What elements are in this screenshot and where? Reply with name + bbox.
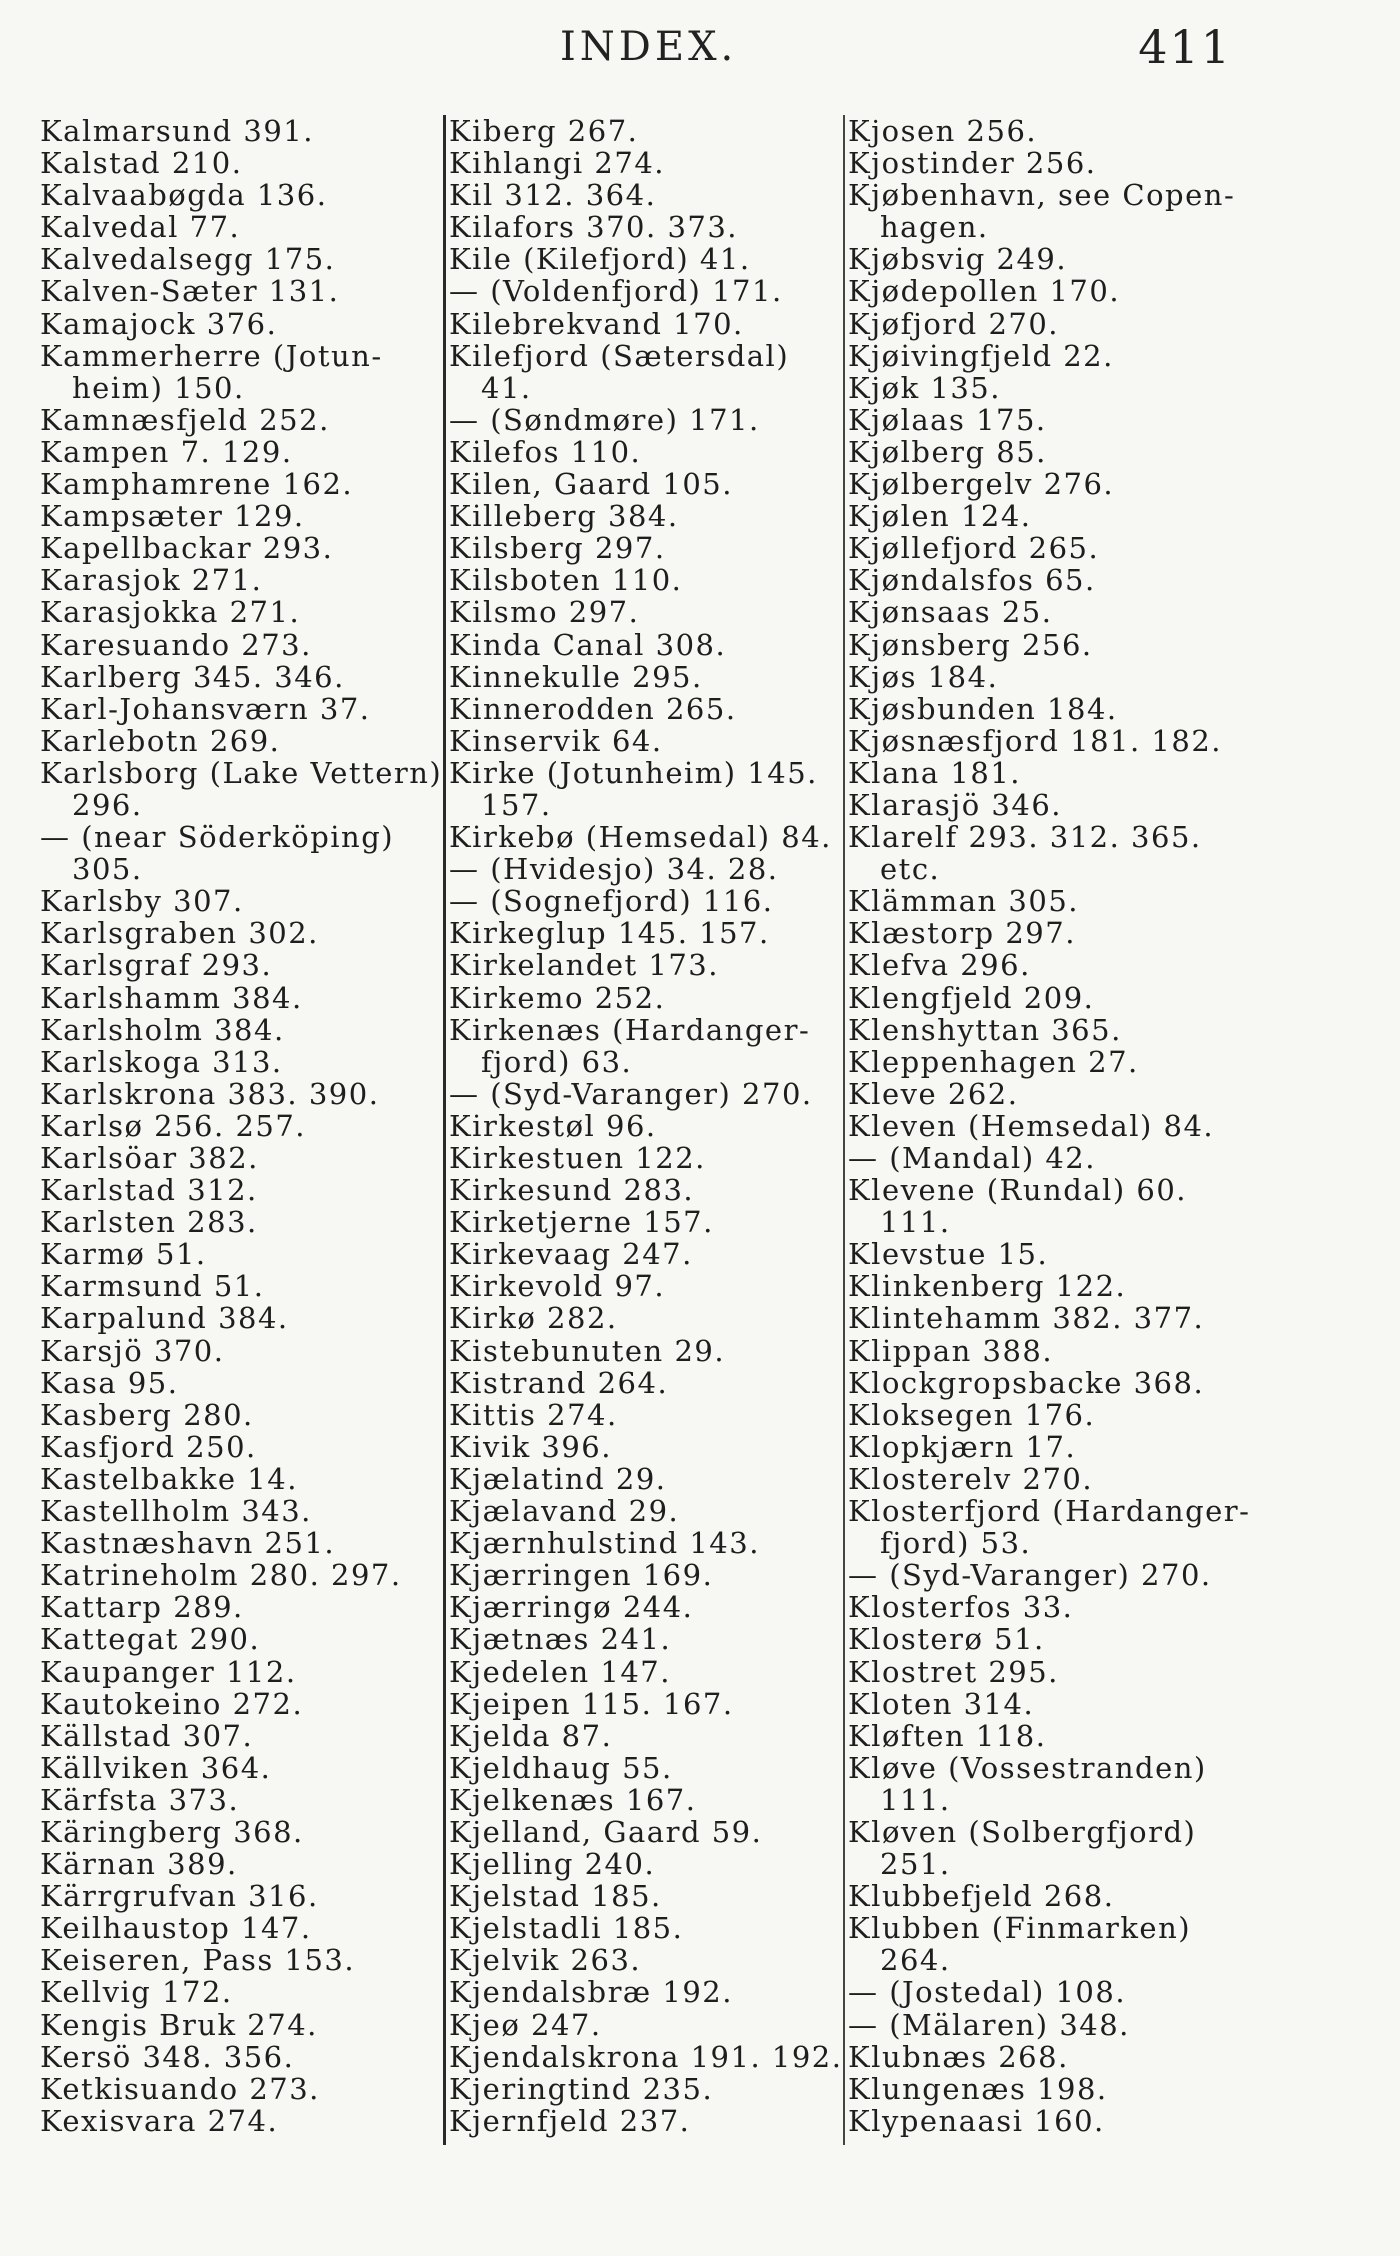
index-entry: Karlstad 312. bbox=[40, 1173, 258, 1208]
index-entry: — (Syd-Varanger) 270. bbox=[449, 1076, 813, 1111]
index-entry: Klungenæs 198. bbox=[848, 2071, 1108, 2106]
index-entry: Killeberg 384. bbox=[449, 499, 679, 534]
index-entry: Klengfjeld 209. bbox=[848, 980, 1095, 1015]
index-entry: Klosterfjord (Hardanger- bbox=[848, 1494, 1251, 1529]
index-entry: Kjærringø 244. bbox=[449, 1590, 694, 1625]
index-entry: Kilefjord (Sætersdal) bbox=[449, 338, 790, 373]
index-entry: Kjærringen 169. bbox=[449, 1558, 714, 1593]
index-entry: Karlskoga 313. bbox=[40, 1044, 283, 1079]
index-entry: — (Mandal) 42. bbox=[848, 1141, 1096, 1175]
index-entry: Klintehamm 382. 377. bbox=[848, 1301, 1205, 1336]
index-entry: Kexisvara 274. bbox=[40, 2103, 279, 2138]
index-entry: Kalven-Sæter 131. bbox=[40, 274, 340, 309]
index-entry-continuation: hagen. bbox=[880, 210, 989, 245]
index-entry: Karlsborg (Lake Vettern) bbox=[40, 755, 443, 790]
index-entry: Klubnæs 268. bbox=[848, 2039, 1069, 2074]
index-entry: Karmsund 51. bbox=[40, 1269, 265, 1304]
index-entry: Kastelbakke 14. bbox=[40, 1461, 298, 1496]
index-entry: Kjøndalsfos 65. bbox=[848, 563, 1096, 598]
index-entry: Karsjö 370. bbox=[40, 1333, 225, 1368]
index-entry: Karlsgraben 302. bbox=[40, 916, 319, 951]
index-entry: Kjostinder 256. bbox=[848, 146, 1097, 181]
index-entry: — (Syd-Varanger) 270. bbox=[848, 1558, 1212, 1593]
index-entry: Kirkeglup 145. 157. bbox=[449, 916, 770, 951]
index-entry: Kjernfjeld 237. bbox=[449, 2103, 691, 2138]
index-entry: Keiseren, Pass 153. bbox=[40, 1943, 356, 1978]
index-entry: Kautokeino 272. bbox=[40, 1686, 304, 1721]
index-entry: Kløven (Solbergfjord) bbox=[848, 1814, 1197, 1849]
index-entry: Karlsholm 384. bbox=[40, 1012, 285, 1047]
index-entry: Kil 312. 364. bbox=[449, 178, 657, 213]
index-entry: Klevstue 15. bbox=[848, 1237, 1049, 1272]
index-column-2 bbox=[443, 115, 847, 2145]
index-entry: Kalvedalsegg 175. bbox=[40, 242, 336, 277]
index-entry: Kärfsta 373. bbox=[40, 1782, 240, 1817]
index-entry: Klevene (Rundal) 60. bbox=[848, 1173, 1187, 1208]
index-entry: Kjødepollen 170. bbox=[848, 274, 1121, 309]
index-entry: Klefva 296. bbox=[848, 948, 1031, 983]
index-entry: Kiberg 267. bbox=[449, 114, 639, 148]
index-entry: — (Søndmøre) 171. bbox=[449, 402, 760, 437]
index-entry: Kjøsbunden 184. bbox=[848, 691, 1118, 726]
index-entry: Kjøivingfjeld 22. bbox=[848, 338, 1114, 373]
index-entry: Karlskrona 383. 390. bbox=[40, 1076, 380, 1111]
index-entry: Kile (Kilefjord) 41. bbox=[449, 242, 751, 277]
index-entry: Kjølbergelv 276. bbox=[848, 467, 1115, 502]
index-entry: Kjøfjord 270. bbox=[848, 306, 1060, 341]
index-entry: Klopkjærn 17. bbox=[848, 1429, 1077, 1464]
index-entry: Kamnæsfjeld 252. bbox=[40, 402, 330, 437]
index-entry: Kjosen 256. bbox=[848, 114, 1038, 148]
index-entry-continuation: fjord) 53. bbox=[880, 1526, 1032, 1561]
index-entry: Klockgropsbacke 368. bbox=[848, 1365, 1205, 1400]
index-entry: Kløften 118. bbox=[848, 1718, 1047, 1753]
index-entry: Klosterelv 270. bbox=[848, 1461, 1094, 1496]
index-entry: Kellvig 172. bbox=[40, 1975, 233, 2010]
index-entry: Klubbefjeld 268. bbox=[848, 1879, 1115, 1914]
index-entry: Kilsberg 297. bbox=[449, 531, 666, 566]
index-entry: Kinnekulle 295. bbox=[449, 659, 703, 694]
index-entry: Kirkesund 283. bbox=[449, 1173, 695, 1208]
index-entry-continuation: 251. bbox=[880, 1847, 951, 1882]
index-entry: Kjøsnæsfjord 181. 182. bbox=[848, 723, 1223, 758]
index-entry: Kjølaas 175. bbox=[848, 402, 1047, 437]
index-entry-continuation: fjord) 63. bbox=[481, 1044, 633, 1079]
index-entry-continuation: 305. bbox=[72, 852, 143, 887]
index-entry: Kengis Bruk 274. bbox=[40, 2007, 318, 2042]
index-entry: Katrineholm 280. 297. bbox=[40, 1558, 402, 1593]
index-entry: Karlsten 283. bbox=[40, 1205, 258, 1240]
index-entry: Kistrand 264. bbox=[449, 1365, 669, 1400]
index-entry: Kloksegen 176. bbox=[848, 1397, 1096, 1432]
index-entry-continuation: 111. bbox=[880, 1205, 951, 1240]
index-entry: Kalvedal 77. bbox=[40, 210, 241, 245]
index-entry: Kilebrekvand 170. bbox=[449, 306, 744, 341]
index-entry: Klarelf 293. 312. 365. bbox=[848, 820, 1202, 855]
index-entry: Kilefos 110. bbox=[449, 434, 642, 469]
index-entry: Kjætnæs 241. bbox=[449, 1622, 672, 1657]
index-entry: Källviken 364. bbox=[40, 1750, 272, 1785]
index-entry: Kersö 348. 356. bbox=[40, 2039, 295, 2074]
index-entry: Karpalund 384. bbox=[40, 1301, 289, 1336]
index-entry: Kivik 396. bbox=[449, 1429, 612, 1464]
index-entry: Karasjokka 271. bbox=[40, 595, 301, 630]
index-entry-continuation: heim) 150. bbox=[72, 370, 245, 405]
index-entry: Kjendalsbræ 192. bbox=[449, 1975, 733, 2010]
index-entry: Käringberg 368. bbox=[40, 1814, 304, 1849]
index-entry: Karlebotn 269. bbox=[40, 723, 281, 758]
index-entry: Kjælatind 29. bbox=[449, 1461, 667, 1496]
index-entry: Kjølen 124. bbox=[848, 499, 1032, 534]
index-entry: Kirkestøl 96. bbox=[449, 1108, 657, 1143]
index-entry: — (near Söderköping) bbox=[40, 820, 395, 855]
index-entry: Kilsboten 110. bbox=[449, 563, 683, 598]
index-entry: Klenshyttan 365. bbox=[848, 1012, 1122, 1047]
index-entry: Kampen 7. 129. bbox=[40, 434, 293, 469]
index-entry: — (Mälaren) 348. bbox=[848, 2007, 1130, 2042]
index-entry: Kleven (Hemsedal) 84. bbox=[848, 1108, 1215, 1143]
index-entry: Kjeringtind 235. bbox=[449, 2071, 714, 2106]
index-entry: Kalmarsund 391. bbox=[40, 114, 314, 148]
index-entry: Kamphamrene 162. bbox=[40, 467, 354, 502]
index-entry: Kjelvik 263. bbox=[449, 1943, 642, 1978]
index-entry: Kärnan 389. bbox=[40, 1847, 238, 1882]
index-entry-continuation: 41. bbox=[481, 370, 532, 405]
index-entry: Kjendalskrona 191. 192. bbox=[449, 2039, 843, 2074]
index-entry: Kattarp 289. bbox=[40, 1590, 244, 1625]
index-entry: — (Jostedal) 108. bbox=[848, 1975, 1127, 2010]
index-entry: Källstad 307. bbox=[40, 1718, 254, 1753]
page-number: 411 bbox=[1138, 20, 1232, 74]
index-entry: Kalvaabøgda 136. bbox=[40, 178, 328, 213]
index-entry: Kilsmo 297. bbox=[449, 595, 640, 630]
index-entry: Kjønsaas 25. bbox=[848, 595, 1053, 630]
index-entry: Kjøs 184. bbox=[848, 659, 999, 694]
index-entry: Karmø 51. bbox=[40, 1237, 207, 1272]
index-entry: Kleve 262. bbox=[848, 1076, 1019, 1111]
index-entry: Kjærnhulstind 143. bbox=[449, 1526, 760, 1561]
index-entry: Kjønsberg 256. bbox=[848, 627, 1093, 662]
index-entry: Kinda Canal 308. bbox=[449, 627, 727, 662]
index-entry: Kammerherre (Jotun- bbox=[40, 338, 383, 373]
index-entry: Kjeipen 115. 167. bbox=[449, 1686, 734, 1721]
index-entry: Kinnerodden 265. bbox=[449, 691, 737, 726]
index-entry: Kjeø 247. bbox=[449, 2007, 602, 2042]
index-entry: Kleppenhagen 27. bbox=[848, 1044, 1139, 1079]
index-entry: Kirketjerne 157. bbox=[449, 1205, 714, 1240]
index-entry: Kjøk 135. bbox=[848, 370, 1001, 405]
index-entry: Kjelda 87. bbox=[449, 1718, 613, 1753]
index-entry: Kinservik 64. bbox=[449, 723, 663, 758]
index-entry: Klarasjö 346. bbox=[848, 787, 1063, 822]
index-entry: Karlberg 345. 346. bbox=[40, 659, 345, 694]
index-entry: Kløve (Vossestranden) bbox=[848, 1750, 1207, 1785]
index-entry: Kärrgrufvan 316. bbox=[40, 1879, 319, 1914]
index-entry: Kirkestuen 122. bbox=[449, 1141, 706, 1175]
index-entry: Kastnæshavn 251. bbox=[40, 1526, 336, 1561]
index-entry: Kirkevold 97. bbox=[449, 1269, 666, 1304]
index-entry: Kattegat 290. bbox=[40, 1622, 261, 1657]
index-entry: Kaupanger 112. bbox=[40, 1654, 297, 1689]
index-entry: Kjøllefjord 265. bbox=[848, 531, 1100, 566]
index-entry: Kirkevaag 247. bbox=[449, 1237, 693, 1272]
index-entry: Kampsæter 129. bbox=[40, 499, 305, 534]
index-entry: Karlsgraf 293. bbox=[40, 948, 273, 983]
index-entry: Keilhaustop 147. bbox=[40, 1911, 312, 1946]
index-entry: Kittis 274. bbox=[449, 1397, 618, 1432]
running-head: INDEX. bbox=[560, 24, 738, 70]
index-entry: Kloten 314. bbox=[848, 1686, 1035, 1721]
index-entry: Kjelland, Gaard 59. bbox=[449, 1814, 763, 1849]
index-entry: Kjedelen 147. bbox=[449, 1654, 671, 1689]
index-entry: Kjelling 240. bbox=[449, 1847, 656, 1882]
index-entry: Kilafors 370. 373. bbox=[449, 210, 739, 245]
index-entry-continuation: 264. bbox=[880, 1943, 951, 1978]
index-column-3 bbox=[843, 114, 1251, 2145]
index-entry: Kamajock 376. bbox=[40, 306, 278, 341]
index-entry: Karlsöar 382. bbox=[40, 1141, 259, 1175]
index-entry: Kasa 95. bbox=[40, 1365, 179, 1400]
index-entry-continuation: 111. bbox=[880, 1782, 951, 1817]
index-column-1 bbox=[40, 114, 443, 2138]
index-entry: Kjøbsvig 249. bbox=[848, 242, 1068, 277]
index-entry: Kirkenæs (Hardanger- bbox=[449, 1012, 811, 1047]
index-entry: Karlsby 307. bbox=[40, 884, 244, 919]
index-entry: Kirkebø (Hemsedal) 84. bbox=[449, 820, 832, 855]
index-entry: Kalstad 210. bbox=[40, 146, 243, 181]
index-entry: Klippan 388. bbox=[848, 1333, 1054, 1368]
index-entry: Kjelkenæs 167. bbox=[449, 1782, 697, 1817]
index-entry: Kjølberg 85. bbox=[848, 434, 1047, 469]
index-entry: Kjælavand 29. bbox=[449, 1494, 680, 1529]
index-entry: Kilen, Gaard 105. bbox=[449, 467, 733, 502]
index-entry: Karasjok 271. bbox=[40, 563, 263, 598]
index-entry: Kastellholm 343. bbox=[40, 1494, 312, 1529]
index-entry: — (Sognefjord) 116. bbox=[449, 884, 774, 919]
index-entry: Kjelstad 185. bbox=[449, 1879, 662, 1914]
index-entry: Klinkenberg 122. bbox=[848, 1269, 1127, 1304]
index-entry: Ketkisuando 273. bbox=[40, 2071, 320, 2106]
index-entry: Karesuando 273. bbox=[40, 627, 312, 662]
index-entry: Kjøbenhavn, see Copen- bbox=[848, 178, 1236, 213]
index-entry: Klämman 305. bbox=[848, 884, 1079, 919]
index-entry-continuation: 157. bbox=[481, 787, 552, 822]
index-entry-continuation: etc. bbox=[880, 852, 941, 887]
index-entry: Kirkemo 252. bbox=[449, 980, 666, 1015]
index-entry: — (Voldenfjord) 171. bbox=[449, 274, 783, 309]
index-entry: Klostret 295. bbox=[848, 1654, 1059, 1689]
index-entry: — (Hvidesjo) 34. 28. bbox=[449, 852, 779, 887]
index-entry: Kasberg 280. bbox=[40, 1397, 254, 1432]
index-entry: Kistebunuten 29. bbox=[449, 1333, 726, 1368]
index-entry: Klubben (Finmarken) bbox=[848, 1911, 1192, 1946]
index-entry: Karl-Johansværn 37. bbox=[40, 691, 371, 726]
index-entry: Karlsø 256. 257. bbox=[40, 1108, 307, 1143]
index-entry: Klypenaasi 160. bbox=[848, 2103, 1105, 2138]
index-entry: Klæstorp 297. bbox=[848, 916, 1076, 951]
index-entry: Kjelstadli 185. bbox=[449, 1911, 684, 1946]
index-entry: Kasfjord 250. bbox=[40, 1429, 257, 1464]
index-entry: Karlshamm 384. bbox=[40, 980, 303, 1015]
index-entry: Kapellbackar 293. bbox=[40, 531, 334, 566]
index-entry: Klana 181. bbox=[848, 755, 1021, 790]
index-entry: Kirkø 282. bbox=[449, 1301, 618, 1336]
index-entry: Klosterø 51. bbox=[848, 1622, 1045, 1657]
index-entry: Kjeldhaug 55. bbox=[449, 1750, 673, 1785]
index-entry: Kirke (Jotunheim) 145. bbox=[449, 755, 818, 790]
index-entry: Klosterfos 33. bbox=[848, 1590, 1074, 1625]
index-entry: Kihlangi 274. bbox=[449, 146, 665, 181]
index-entry: Kirkelandet 173. bbox=[449, 948, 719, 983]
index-entry-continuation: 296. bbox=[72, 787, 143, 822]
